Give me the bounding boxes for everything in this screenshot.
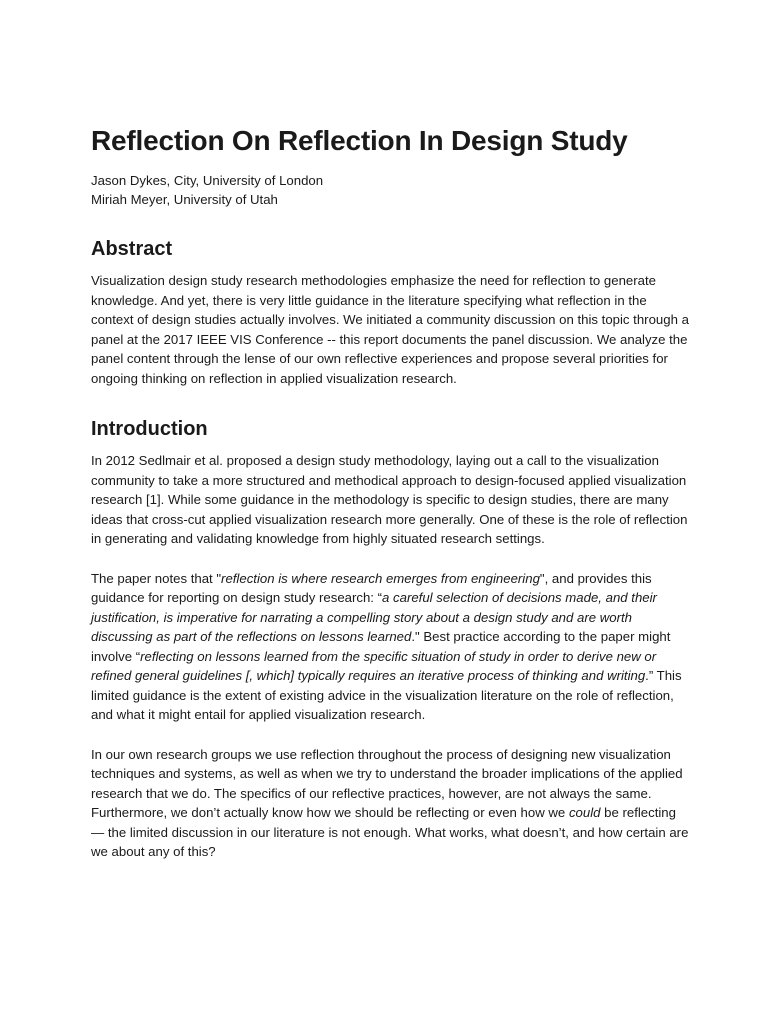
abstract-heading: Abstract: [91, 238, 173, 260]
introduction-paragraph-1: In 2012 Sedlmair et al. proposed a design study methodology, laying out a call to the visualization community to take a more structured and methodical approach to design-focused applied visualization research [1]. While some guidance in the methodology is specific to design studies, there are many ideas that cross-cut applied visualization research more generally. One of these is the role of reflection in generating and validating knowledge from highly situated research settings.: [91, 453, 688, 546]
introduction-paragraph-3: [91, 745, 691, 862]
quoted-text: a careful selection of decisions made, and their justification, is imperative for narrating a compelling story about a design study and are worth discussing as part of the reflections on lessons learned: [91, 590, 657, 644]
quoted-text: reflecting on lessons learned from the specific situation of study in order to derive new or refined general guidelines [, which] typically requires an iterative process of thinking and writing: [91, 648, 657, 683]
introduction-paragraph-2: [91, 569, 691, 725]
paragraph-text: The paper notes that ": [91, 570, 222, 586]
author-list: [91, 171, 691, 209]
paragraph-text: be reflecting — the limited discussion in our literature is not enough. What works, what doesn’t, and how certain are we about any of this?: [91, 805, 689, 859]
paragraph-text: .” This limited guidance is the extent of existing advice in the visualization literature on the role of reflection, and what it might entail for applied visualization research.: [91, 668, 682, 722]
abstract-section: [91, 235, 691, 388]
introduction-heading: Introduction: [91, 418, 208, 440]
abstract-text: Visualization design study research methodologies emphasize the need for reflection to generate knowledge. And yet, there is very little guidance in the literature specifying what reflection in the context of design studies actually involves. We initiated a community discussion on this topic through a panel at the 2017 IEEE VIS Conference -- this report documents the panel discussion. We analyze the panel content through the lense of our own reflective experiences and propose several priorities for ongoing thinking on reflection in applied visualization research.: [91, 273, 689, 386]
author-line: Jason Dykes, City, University of London: [91, 173, 324, 188]
paragraph-text: ", and provides this guidance for reporting on design study research: “: [91, 570, 652, 605]
quoted-text: reflection is where research emerges from engineering: [221, 570, 540, 586]
introduction-section: [91, 415, 691, 862]
paper-page: [91, 121, 691, 882]
paragraph-text: ." Best practice according to the paper might involve “: [91, 629, 671, 664]
paper-title: Reflection On Reflection In Design Study: [91, 125, 628, 156]
paragraph-text: In our own research groups we use reflection throughout the process of designing new visualization techniques and systems, as well as when we try to understand the broader implications of the applied research that we do. The specifics of our reflective practices, however, are not always the same. Furthermore, we don’t actually know how we should be reflecting or even how we: [91, 746, 683, 820]
author-line: Miriah Meyer, University of Utah: [91, 192, 278, 207]
emphasized-text: could: [568, 805, 601, 820]
